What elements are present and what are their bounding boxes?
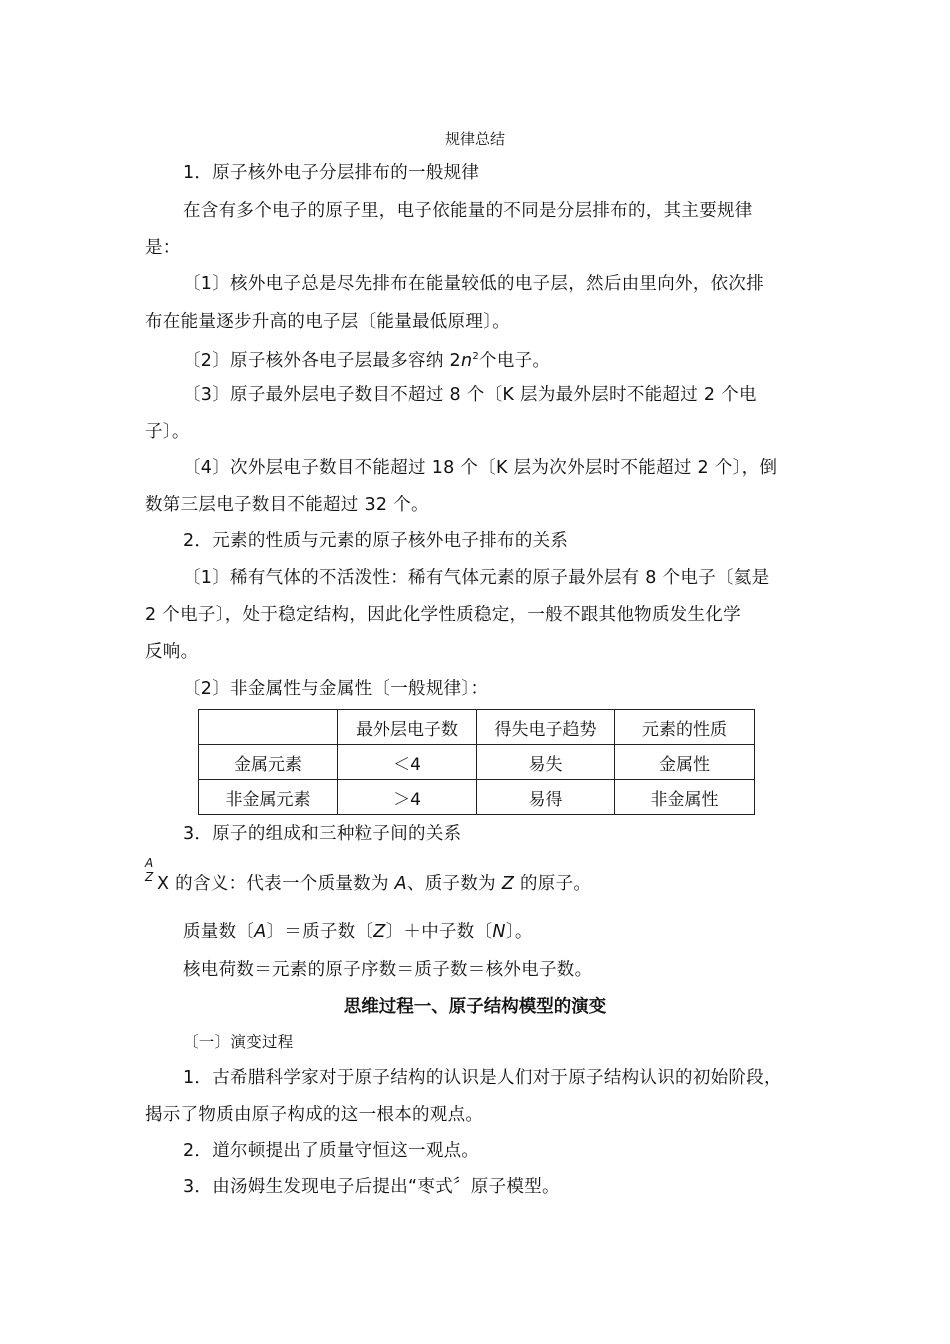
table-header-cell: 最外层电子数 [338, 710, 477, 745]
nuclide-meaning: X 的含义：代表一个质量数为 A、质子数为 Z 的原子。 [157, 874, 592, 894]
table-header-cell: 元素的性质 [615, 710, 755, 745]
table-header-cell [199, 710, 338, 745]
table-cell: ＜4 [338, 745, 477, 780]
para-1-line-3: 反响。 [145, 642, 199, 662]
rule-3-line-1: 〔3〕原子最外层电子数目不超过 8 个〔K 层为最外层时不能超过 2 个电 [183, 385, 757, 405]
table-row [199, 780, 755, 815]
para-1-line-1: 〔1〕稀有气体的不活泼性：稀有气体元素的原子最外层有 8 个电子〔氦是 [183, 568, 770, 588]
item-1-line-2: 揭示了物质由原子构成的这一根本的观点。 [145, 1105, 484, 1125]
section-1-heading: 1．原子核外电子分层排布的一般规律 [183, 163, 480, 183]
section-4-subheading: 〔一〕演变过程 [183, 1033, 294, 1051]
table-header-row [199, 710, 755, 745]
table-cell: 金属性 [615, 745, 755, 780]
table-cell: 易得 [477, 780, 615, 815]
table-cell: 非金属性 [615, 780, 755, 815]
para-1-line-2: 2 个电子〕，处于稳定结构，因此化学性质稳定，一般不跟其他物质发生化学 [145, 605, 741, 625]
table-cell: ＞4 [338, 780, 477, 815]
table-cell: 金属元素 [199, 745, 338, 780]
nuclear-charge-formula: 核电荷数＝元素的原子序数＝质子数＝核外电子数。 [183, 960, 593, 980]
table-row [199, 745, 755, 780]
rule-1-line-1: 〔1〕核外电子总是尽先排布在能量较低的电子层，然后由里向外，依次排 [183, 274, 765, 294]
section-4-heading: 思维过程一、原子结构模型的演变 [343, 997, 607, 1017]
item-2: 2．道尔顿提出了质量守恒这一观点。 [183, 1141, 480, 1161]
rule-4-line-2: 数第三层电子数目不能超过 32 个。 [145, 495, 429, 515]
item-3: 3．由汤姆生发现电子后提出“枣式〞原子模型。 [183, 1177, 560, 1197]
rule-2: 〔2〕原子核外各电子层最多容纳 $2n^2$个电子。 [183, 350, 551, 371]
page-title: 规律总结 [444, 130, 505, 148]
table-cell: 易失 [477, 745, 615, 780]
rule-1-line-2: 布在能量逐步升高的电子层〔能量最低原理〕。 [145, 312, 511, 332]
intro-line-1: 在含有多个电子的原子里，电子依能量的不同是分层排布的，其主要规律 [183, 201, 753, 221]
mass-number-formula: 质量数〔A〕＝质子数〔Z〕＋中子数〔N〕。 [183, 922, 533, 942]
item-1-line-1: 1．古希腊科学家对于原子结构的认识是人们对于原子结构认识的初始阶段， [183, 1068, 782, 1088]
section-3-heading: 3．原子的组成和三种粒子间的关系 [183, 824, 462, 844]
table-header-cell: 得失电子趋势 [477, 710, 615, 745]
rule-4-line-1: 〔4〕次外层电子数目不能超过 18 个〔K 层为次外层时不能超过 2 个〕，倒 [183, 458, 778, 478]
properties-table [198, 709, 755, 815]
table-cell: 非金属元素 [199, 780, 338, 815]
mass-number-superscript: A [145, 856, 154, 870]
section-2-heading: 2．元素的性质与元素的原子核外电子排布的关系 [183, 531, 569, 551]
atomic-number-subscript: Z [145, 870, 154, 884]
intro-line-2: 是： [145, 238, 181, 258]
para-2: 〔2〕非金属性与金属性〔一般规律〕： [183, 679, 489, 699]
rule-3-line-2: 子〕。 [145, 422, 190, 442]
